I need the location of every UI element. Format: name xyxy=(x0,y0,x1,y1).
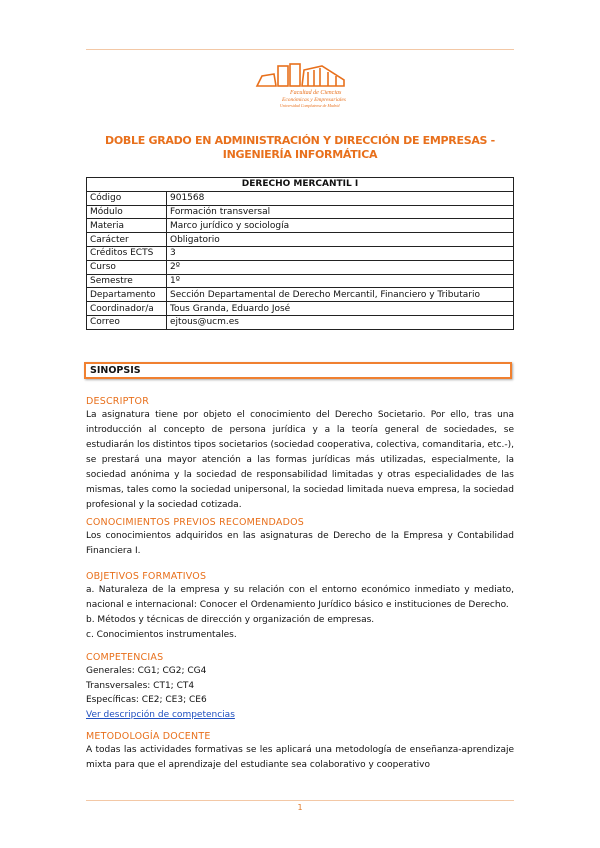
svg-text:Facultad de Ciencias: Facultad de Ciencias xyxy=(290,90,342,96)
row-value: Formación transversal xyxy=(167,205,514,219)
row-value: 901568 xyxy=(167,191,514,205)
row-value: 1º xyxy=(167,274,514,288)
table-row xyxy=(87,274,514,288)
objetivo-item: c. Conocimientos instrumentales. xyxy=(86,630,237,640)
subject-table xyxy=(86,177,514,330)
table-row xyxy=(87,302,514,316)
faculty-logo xyxy=(252,56,352,112)
row-value: Marco jurídico y sociología xyxy=(167,219,514,233)
row-label: Créditos ECTS xyxy=(87,246,167,260)
previos-text: Los conocimientos adquiridos en las asignaturas de Derecho de la Empresa y Contabilidad Financiera I. xyxy=(86,531,514,556)
descriptor-text: La asignatura tiene por objeto el conocimiento del Derecho Societario. Por ello, tras una introducción al concepto de persona jurídica y a la teoría general de sociedades, se estudiarán los distintos tipos societarios (sociedad cooperativa, colectiva, comanditaria, etc.-), se prestará una mayor atención a las formas jurídicas más utilizadas, especialmente, la sociedad anónima y la sociedad de responsabilidad limitadas y otras especialidades de las mismas, tales como la sociedad unipersonal, la sociedad limitada nueva empresa, la sociedad profesional y la sociedad cotizada. xyxy=(86,410,514,510)
row-value: Sección Departamental de Derecho Mercantil, Financiero y Tributario xyxy=(167,288,514,302)
row-label: Materia xyxy=(87,219,167,233)
metodologia-text: A todas las actividades formativas se les aplicará una metodología de enseñanza-aprendizaje mixta para que el aprendizaje del estudiante sea colaborativo y cooperativo xyxy=(86,745,514,770)
faculty-logo-icon xyxy=(252,56,352,112)
competencias-link[interactable]: Ver descripción de competencias xyxy=(86,709,235,720)
table-row xyxy=(87,233,514,247)
descriptor-section xyxy=(86,395,514,513)
descriptor-heading: DESCRIPTOR xyxy=(86,396,149,407)
row-label: Coordinador/a xyxy=(87,302,167,316)
objetivos-section xyxy=(86,570,514,643)
sinopsis-heading: SINOPSIS xyxy=(84,362,512,379)
subject-table-heading-row xyxy=(87,178,514,192)
row-value: Obligatorio xyxy=(167,233,514,247)
row-value: 2º xyxy=(167,260,514,274)
row-label: Módulo xyxy=(87,205,167,219)
svg-text:Económicas y Empresariales: Económicas y Empresariales xyxy=(282,97,346,103)
objetivo-item: b. Métodos y técnicas de dirección y organización de empresas. xyxy=(86,615,375,625)
table-row xyxy=(87,191,514,205)
table-row xyxy=(87,205,514,219)
page-number: 1 xyxy=(297,803,303,812)
competencias-section xyxy=(86,651,514,722)
table-row xyxy=(87,260,514,274)
row-label: Curso xyxy=(87,260,167,274)
row-label: Correo xyxy=(87,315,167,329)
footer-rule xyxy=(86,800,514,801)
table-row xyxy=(87,288,514,302)
row-label: Departamento xyxy=(87,288,167,302)
row-value: ejtous@ucm.es xyxy=(167,315,514,329)
row-label: Semestre xyxy=(87,274,167,288)
table-row xyxy=(87,315,514,329)
header-rule xyxy=(86,49,514,50)
competencias-generales: Generales: CG1; CG2; CG4 xyxy=(86,666,207,676)
degree-title: DOBLE GRADO EN ADMINISTRACIÓN Y DIRECCIÓN DE EMPRESAS - INGENIERÍA INFORMÁTICA xyxy=(105,134,495,161)
svg-text:Universidad Complutense de Mad: Universidad Complutense de Madrid xyxy=(280,103,340,108)
row-label: Código xyxy=(87,191,167,205)
subject-name: DERECHO MERCANTIL I xyxy=(87,178,514,192)
table-row xyxy=(87,246,514,260)
competencias-especificas: Específicas: CE2; CE3; CE6 xyxy=(86,695,207,705)
metodologia-heading: METODOLOGÍA DOCENTE xyxy=(86,731,211,742)
row-value: Tous Granda, Eduardo José xyxy=(167,302,514,316)
competencias-transversales: Transversales: CT1; CT4 xyxy=(86,680,195,691)
objetivos-heading: OBJETIVOS FORMATIVOS xyxy=(86,571,207,582)
row-label: Carácter xyxy=(87,233,167,247)
previos-heading: CONOCIMIENTOS PREVIOS RECOMENDADOS xyxy=(86,517,305,528)
metodologia-section xyxy=(86,730,514,773)
table-row xyxy=(87,219,514,233)
objetivo-item: a. Naturaleza de la empresa y su relación con el entorno económico inmediato y mediato, nacional e internacional: Conocer el Ordenamiento Jurídico básico e instituciones de Derecho. xyxy=(86,585,514,610)
row-value: 3 xyxy=(167,246,514,260)
competencias-heading: COMPETENCIAS xyxy=(86,652,164,663)
previos-section xyxy=(86,516,514,559)
